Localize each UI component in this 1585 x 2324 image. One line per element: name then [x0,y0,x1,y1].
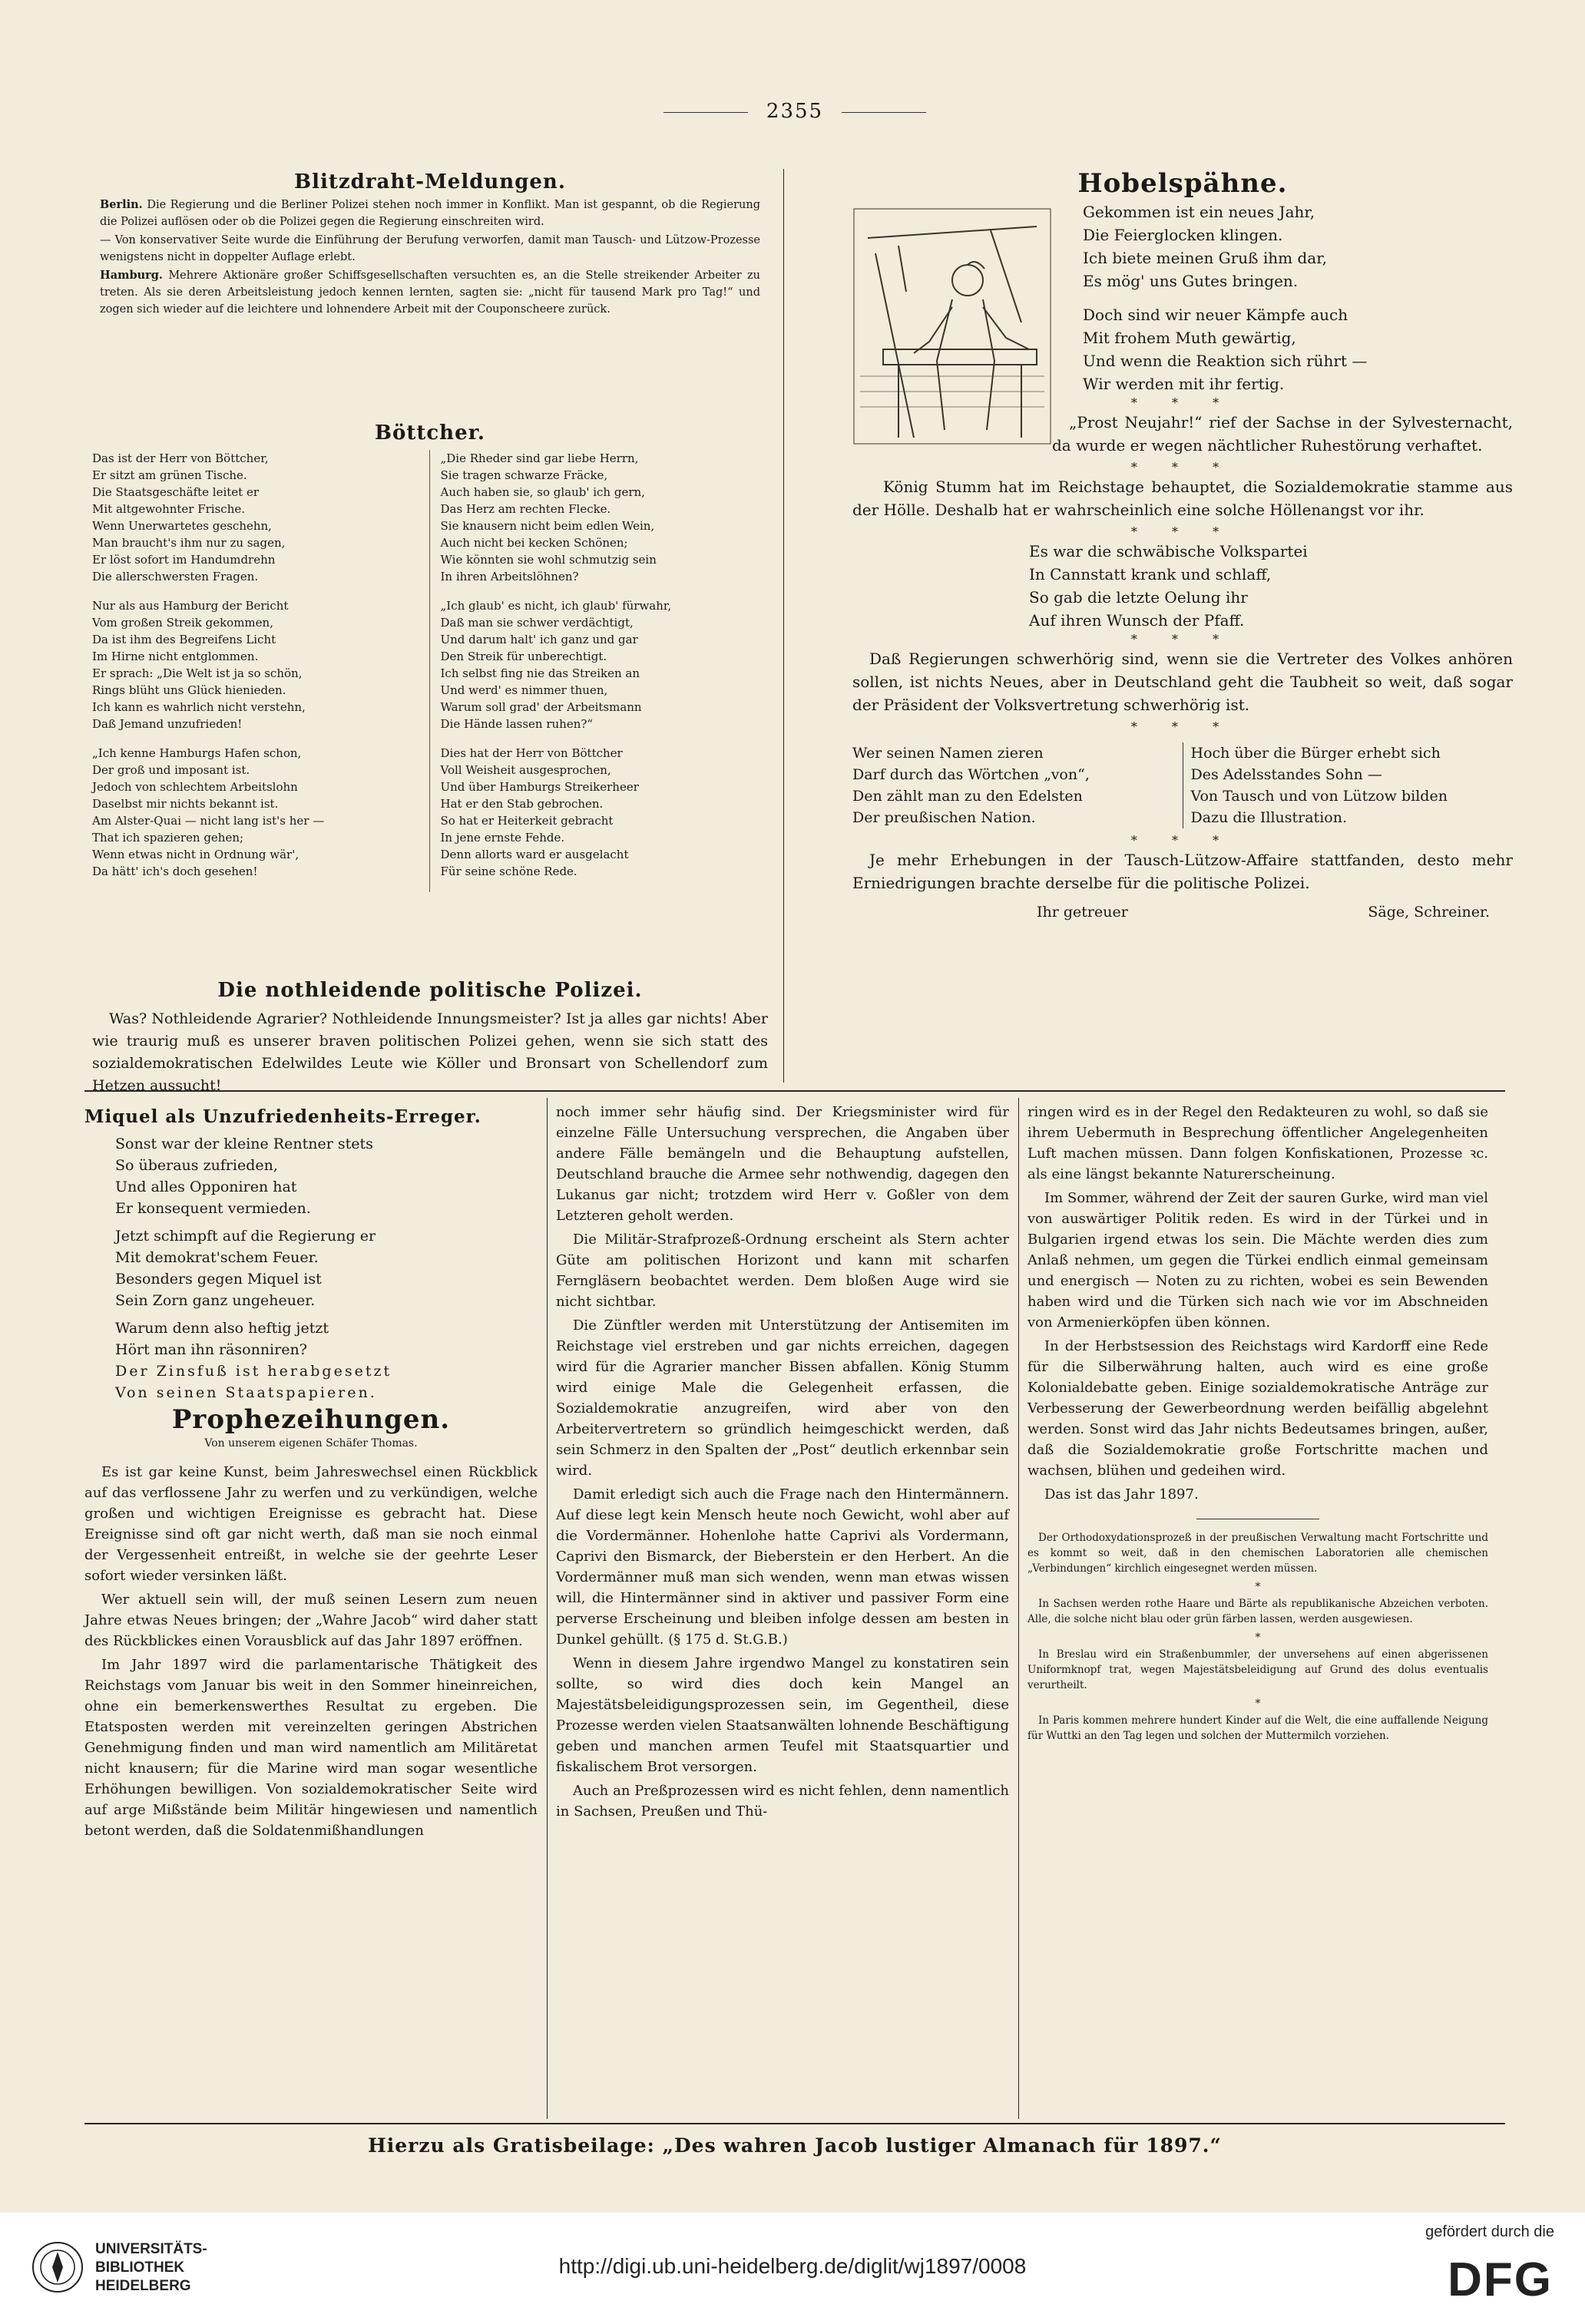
page-number: 2355 [766,100,824,123]
lower-column-2 [556,1102,1009,1825]
stanza: Nur als aus Hamburg der Bericht Vom großen Streik gekommen, Da ist ihm des Begreifens Licht Im Hirne nicht entglommen. Er sprach: „Die Welt ist ja so schön, Rings blüht uns Glück hienieden. Ich kann es wahrlich nicht verstehn, Daß Jemand unzufrieden! [92,599,306,731]
blitzdraht-p3: Hamburg. Mehrere Aktionäre großer Schiffsgesellschaften versuchten es, an die Stelle streikender Arbeiter zu treten. Als sie deren Arbeitsleistung jedoch kennen lernten, sagten sie: „nicht für tausend Mark pro Tag!“ und zogen sich wieder auf die leichtere und lohnendere Arbeit mit der Couponscheere zurück. [100,269,760,316]
stanza: Sonst war der kleine Rentner stets So überaus zufrieden, Und alles Opponiren hat Er konsequent vermieden. [115,1136,373,1217]
stars-separator: * * * [1130,632,1235,646]
note-star: * [1255,1698,1261,1710]
col2-p5: Wenn in diesem Jahre irgendwo Mangel zu konstatiren sein sollte, so wird dies doch kein Mangel an Majestätsbeleidigungsprozessen sein, im Gegentheil, diese Prozesse werden vielen Staatsanwälten lohnende Beschäftigung geben und manchen armen Teufel mit Staatsquartier und fiskalischem Brot versorgen. [556,1655,1009,1775]
stars-separator: * * * [1130,833,1235,848]
notes-section [1027,1530,1488,1744]
stanza: Warum denn also heftig jetzt Hört man ihn räsonniren? Der Zinsfuß ist herabgesetzt Von seinen Staatspapieren. [115,1320,392,1401]
library-name: UNIVERSITÄTS- BIBLIOTHEK HEIDELBERG [95,2241,207,2294]
hobel-p2: König Stumm hat im Reichstage behauptet, die Sozialdemokratie stamme aus der Hölle. Deshalb hat er wahrscheinlich eine solche Höllenangst vor ihr. [852,478,1513,519]
hobel-box-verse [852,742,1513,828]
newspaper-page [69,92,1520,2157]
page-header [69,100,1520,123]
location-hamburg: Hamburg. [100,269,163,282]
polizei-title: Die nothleidende politische Polizei. [217,979,643,1002]
miquel-title: Miquel als Unzufriedenheits-Erreger. [84,1106,481,1127]
stanza: Jetzt schimpft auf die Regierung er Mit demokrat'schem Feuer. Besonders gegen Miquel ist Sein Zorn ganz ungeheuer. [115,1228,376,1309]
prophezeihungen-subtitle: Von unserem eigenen Schäfer Thomas. [204,1437,418,1450]
boettcher-section [92,418,768,892]
stanza: „Ich glaub' es nicht, ich glaub' fürwahr, Daß man sie schwer verdächtigt, Und darum halt' ich ganz und gar Den Streik für unberechtigt. Ich selbst fing nie das Streiken an Und werd' es nimmer thuen, Warum soll grad' der Arbeitsmann Die Hände lassen ruhen?“ [440,599,672,731]
hobel-p3: Daß Regierungen schwerhörig sind, wenn sie die Vertreter des Volkes anhören sollen, ist nichts Neues, aber in Deutschland geht die Taubheit so weit, daß sogar der Präsident der Volksvertretung schwerhörig ist. [852,650,1513,714]
blitzdraht-section [100,169,760,319]
box-right: Hoch über die Bürger erhebt sich Des Adelsstandes Sohn — Von Tausch und von Lützow bilden Dazu die Illustration. [1190,745,1448,826]
lower-column-1 [84,1102,538,1844]
digitization-bar [0,2213,1585,2324]
blitzdraht-title: Blitzdraht-Meldungen. [294,170,566,193]
prophezeihungen-p2: Wer aktuell sein will, der muß seinen Lesern zum neuen Jahre etwas Neues bringen; der „Wahre Jacob“ wird daher statt des Rückblickes einen Vorausblick auf das Jahr 1897 eröffnen. [84,1592,538,1649]
lower-column-3 [1027,1102,1488,1747]
blitzdraht-p1: Berlin. Die Regierung und die Berliner Polizei stehen noch immer in Konflikt. Man ist gespannt, ob die Regierung die Polizei auflösen oder ob die Polizei gegen die Regierung einschreiten wird. [100,198,760,228]
header-rule-right [842,112,926,113]
hobel-title: Hobelspähne. [1077,168,1288,199]
stanza: „Ich kenne Hamburgs Hafen schon, Der groß und imposant ist. Jedoch von schlechtem Arbeitslohn Daselbst mir nichts bekannt ist. Am Alster-Quai — nicht lang ist's her — That ich spazieren gehen; Wenn etwas nicht in Ordnung wär', Da hätt' ich's doch gesehen! [92,746,325,878]
dfg-logo: DFG [1448,2253,1553,2306]
col3-p1: ringen wird es in der Regel den Redakteuren zu wohl, so daß sie ihrem Uebermuth in Besprechung öffentlicher Angelegenheiten Luft machen müssen. Dann folgen Konfiskationen, Prozesse ꝛc. als eine längst bekannte Naturerscheinung. [1027,1104,1488,1182]
col2-p1: noch immer sehr häufig sind. Der Kriegsminister wird für einzelne Fälle Untersuchung versprechen, die Angaben über andere Fälle bemängeln und die Behauptung aufstellen, Deutschland brauche die Armee sehr nothwendig, dagegen den Lukanus gar nicht; trotzdem wird Herr v. Goßler von dem Letzteren geholt werden. [556,1104,1009,1224]
stars-separator: * * * [1130,460,1235,474]
boettcher-left-column [92,450,430,892]
boettcher-verse [92,450,768,892]
horizontal-divider-bottom [84,2123,1505,2124]
prophezeihungen-p3: Im Jahr 1897 wird die parlamentarische Thätigkeit des Reichstags vom Januar bis weit in den Sommer hineinreichen, ohne ein bemerkenswerthes Resultat zu ergeben. Die Etatsposten werden mit vereinzelten geringen Abstrichen Genehmigung finden und man wird namentlich am Militäretat nicht knausern; für die Marine wird man sogar wesentliche Erhöhungen bewilligen. Von sozialdemokratischer Seite wird auf arge Mißstände beim Militär hingewiesen und namentlich betont werden, daß die Soldatenmißhandlungen [84,1657,538,1839]
stars-separator: * * * [1130,395,1235,410]
note-2: In Sachsen werden rothe Haare und Bärte als republikanische Abzeichen verboten. Alle, die solche nicht blau oder grün färben lassen, werden ausgewiesen. [1027,1598,1488,1625]
horizontal-divider [84,1090,1505,1092]
signature-name: Säge, Schreiner. [1368,904,1490,921]
blitzdraht-p2: — Von konservativer Seite wurde die Einführung der Berufung verworfen, damit man Tausch- und Lützow-Prozesse wenigstens nicht in doppelter Auflage erlebt. [100,234,760,263]
stanza: Dies hat der Herr von Böttcher Voll Weisheit ausgesprochen, Und über Hamburgs Streikerheer Hat er den Stab gebrochen. So hat er Heiterkeit gebracht In jene ernste Fehde. Denn allorts ward er ausgelacht Für seine schöne Rede. [440,746,639,878]
box-left: Wer seinen Namen zieren Darf durch das Wörtchen „von“, Den zählt man zu den Edelsten Der preußischen Nation. [852,742,1183,828]
polizei-text: Was? Nothleidende Agrarier? Nothleidende Innungsmeister? Ist ja alles gar nichts! Aber wie traurig muß es unserer braven politischen Polizei gehen, wenn sie sich statt des sozialdemokratischen Edelwildes Leute wie Köller und Bronsart von Schellendorf zum Hetzen aussucht! [92,1010,768,1094]
stanza: „Die Rheder sind gar liebe Herrn, Sie tragen schwarze Fräcke, Auch haben sie, so glaub' ich gern, Das Herz am rechten Flecke. Sie knausern nicht beim edlen Wein, Auch nicht bei kecken Schönen; Wie könnten sie wohl schmutzig sein In ihren Arbeitslöhnen? [440,451,657,583]
location-berlin: Berlin. [100,198,143,211]
column-divider-top [783,169,784,1083]
col2-p3: Die Zünftler werden mit Unterstützung der Antisemiten im Reichstage viel erstreben und gar nichts erreichen, dagegen wird für die Agrarier mancher Bissen abfallen. König Stumm wird einige Male die Gelegenheit erfassen, die Sozialdemokratie anzugreifen, wird aber von den Arbeitervertretern so gründlich heimgeschickt werden, daß sein Schmerz in den Spalten der „Post“ deutlich erkennbar sein wird. [556,1317,1009,1479]
funding-label: gefördert durch die [1425,2223,1554,2240]
col3-p3: In der Herbstsession des Reichstags wird Kardorff eine Rede für die Silberwährung halten, auch wird es eine große Kolonialdebatte geben. Einige sozialdemokratische Anträge zur Verbesserung der Gewerbeordnung werden beifällig abgelehnt werden. Sonst wird das Jahr nichts Bedeutsames bringen, außer, daß die Sozialdemokratie große Fortschritte machen und wachsen, blühen und gedeihen wird. [1027,1338,1488,1479]
stars-separator: * * * [1130,719,1235,734]
hobel-verse2: Es war die schwäbische Volkspartei In Cannstatt krank und schlaff, So gab die letzte Oelung ihr Auf ihren Wunsch der Pfaff. [1029,542,1308,630]
stars-separator: * * * [1130,524,1235,539]
note-1: Der Orthodoxydationsprozeß in der preußischen Verwaltung macht Fortschritte und es kommt so weit, daß in den chemischen Laboratorien alle chemischen „Verbindungen“ kirchlich eingesegnet werden müssen. [1027,1532,1488,1575]
source-url-link[interactable]: http://digi.ub.uni-heidelberg.de/diglit/wj1897/0008 [558,2254,1027,2278]
prophezeihungen-title: Prophezeihungen. [171,1404,451,1435]
note-3: In Breslau wird ein Straßenbummler, der unversehens auf einen abgerissenen Uniformknopf trat, wegen Majestätsbeleidigung auf Grund des dolus eventualis verurtheilt. [1027,1648,1488,1691]
hobel-signature [852,902,1513,923]
col2-p2: Die Militär-Strafprozeß-Ordnung erscheint als Stern achter Güte am politischen Horizont und kann mit scharfen Ferngläsern beobachtet werden. Dem bloßen Auge wird sie nicht sichtbar. [556,1231,1009,1310]
note-4: In Paris kommen mehrere hundert Kinder auf die Welt, die eine auffallende Neigung für Wuttki an den Tag legen und solchen der Muttermilch vorziehen. [1027,1714,1488,1742]
column-divider-lower-2 [1018,1098,1019,2119]
note-star: * [1255,1581,1261,1593]
hobel-p4: Je mehr Erhebungen in der Tausch-Lützow-Affaire stattfanden, desto mehr Erniedrigungen brachte derselbe für die politische Polizei. [852,851,1513,892]
col3-p4: Das ist das Jahr 1897. [1044,1486,1199,1503]
hobel-p1: „Prost Neujahr!“ rief der Sachse in der Sylvesternacht, da wurde er wegen nächtlicher Ruhestörung verhaftet. [1052,413,1513,455]
column-divider-lower-1 [547,1098,548,2119]
hobel-verse: Gekommen ist ein neues Jahr, Die Feierglocken klingen. Ich biete meinen Gruß ihm dar, Es mög' uns Gutes bringen. Doch sind wir neuer Kämpfe auch Mit frohem Muth gewärtig, Und wenn die Reaktion sich rührt — Wir werden mit ihr fertig. [1083,203,1368,393]
signature-greeting: Ihr getreuer [1037,904,1128,921]
miquel-verse [84,1133,538,1403]
col2-p6: Auch an Preßprozessen wird es nicht fehlen, denn namentlich in Sachsen, Preußen und Thü- [556,1783,1009,1820]
hobel-section [852,169,1513,923]
note-star: * [1255,1631,1261,1644]
prophezeihungen-p1: Es ist gar keine Kunst, beim Jahreswechsel einen Rückblick auf das verflossene Jahr zu werfen und zu verkündigen, welche großen und wichtigen Ereignisse es gebracht hat. Diese Ereignisse sind oft gar nicht werth, daß man sie noch einmal der Vergessenheit entreißt, in welche sie der geehrte Leser sofort wieder versinken läßt. [84,1464,538,1584]
boettcher-title: Böttcher. [375,421,485,445]
header-rule-left [663,112,748,113]
gratisbeilage-note: Hierzu als Gratisbeilage: „Des wahren Jacob lustiger Almanach für 1897.“ [368,2134,1222,2157]
col2-p4: Damit erledigt sich auch die Frage nach den Hintermännern. Auf diese legt kein Mensch heute noch Gewicht, wohl aber auf die Vordermänner. Hohenlohe hatte Caprivi als Vordermann, Caprivi den Bismarck, der Bieberstein er den Herbert. An die Vordermänner muß man sich wenden, wenn man etwas wissen will, die Hintermänner sind in aktiver und passiver Form eine perverse Erscheinung und bleiben infolge dessen am besten in Dunkel gehüllt. (§ 175 d. St.G.B.) [556,1486,1009,1648]
stanza: Das ist der Herr von Böttcher, Er sitzt am grünen Tische. Die Staatsgeschäfte leitet er Mit altgewohnter Frische. Wenn Unerwartetes geschehn, Man braucht's ihm nur zu sagen, Er löst sofort im Handumdrehn Die allerschwersten Fragen. [92,451,286,583]
polizei-section [92,975,768,1100]
col3-p2: Im Sommer, während der Zeit der sauren Gurke, wird man viel von auswärtiger Politik reden. Es wird in der Türkei und in Bulgarien irgend etwas los sein. Die Mächte werden dies zum Anlaß nehmen, um gegen die Türkei endlich einmal gemeinsam und energisch — Noten zu zu richten, wobei es sein Bewenden haben wird und die Türken sich nach wie vor im Abschneiden von Armenierköpfen üben können. [1027,1190,1488,1331]
boettcher-right-column [441,450,769,892]
